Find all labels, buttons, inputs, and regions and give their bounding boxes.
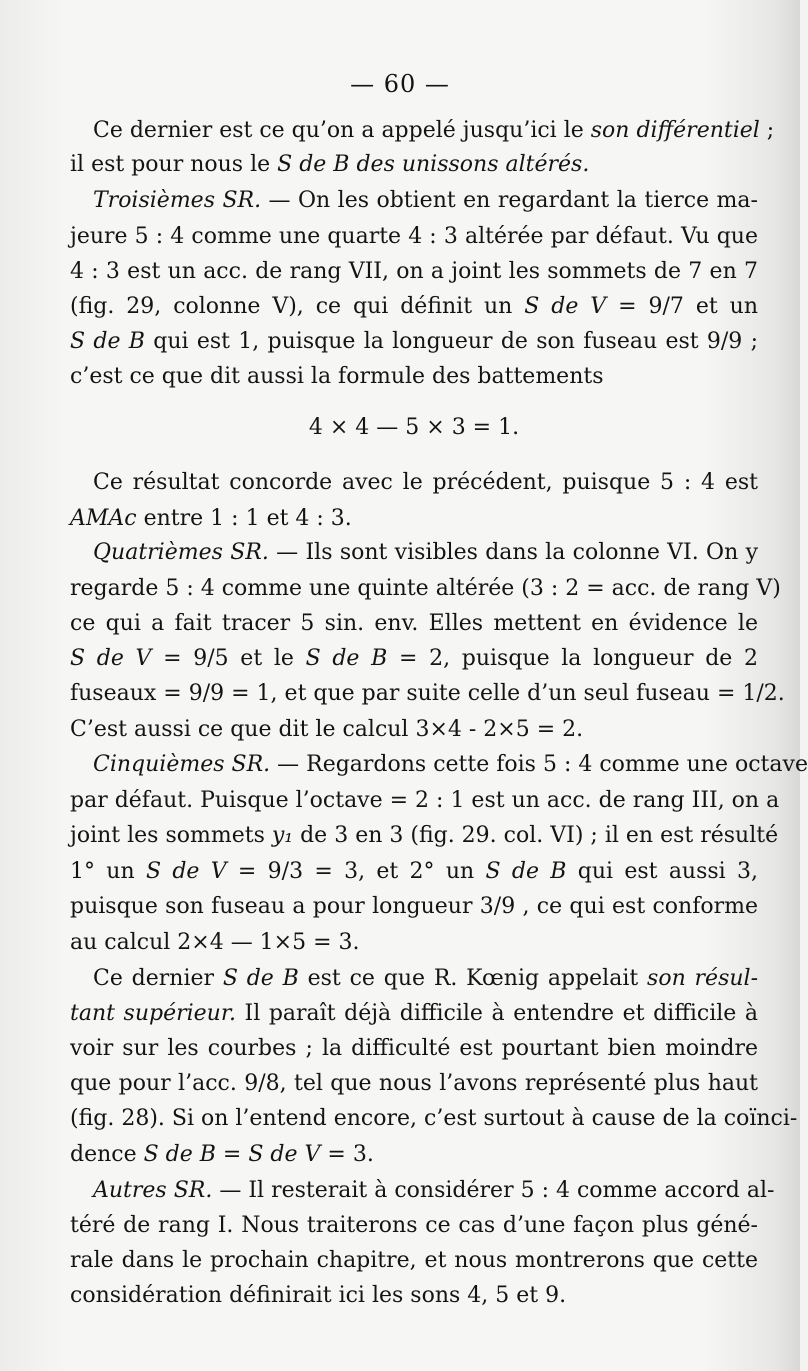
text-line xyxy=(70,292,758,322)
text-run: dence xyxy=(70,1142,144,1167)
text-run: ce qui a fait tracer 5 sin. env. Elles mettent en évidence le xyxy=(70,611,758,636)
text-run: fuseaux = 9/9 = 1, et que par suite celle d’un seul fuseau = 1/2. xyxy=(70,681,785,706)
italic-text: S de V xyxy=(145,859,227,884)
text-run: au calcul 2×4 — 1×5 = 3. xyxy=(70,930,360,955)
text-run: est ce que R. Kœnig appelait xyxy=(298,966,648,991)
text-run: (fig. 29, colonne V), ce qui définit un xyxy=(70,294,525,319)
text-line xyxy=(70,857,758,887)
italic-text: Cinquièmes SR. xyxy=(93,752,271,777)
text-line xyxy=(70,1246,758,1276)
text-run: rale dans le prochain chapitre, et nous montrerons que cette xyxy=(70,1248,758,1273)
text-run: Ce dernier est ce qu’on a appelé jusqu’ici le xyxy=(93,118,591,143)
text-line xyxy=(70,257,758,287)
italic-text: Autres SR. xyxy=(93,1178,213,1203)
italic-text: S de B xyxy=(143,1142,216,1167)
text-run: = 9/7 et un xyxy=(606,294,758,319)
italic-text: S de B des unissons altérés. xyxy=(277,152,590,177)
italic-text: S de B xyxy=(305,646,388,671)
page-number: — 60 — xyxy=(350,70,450,98)
text-line xyxy=(70,1281,758,1311)
text-line xyxy=(70,786,780,816)
text-run: il est pour nous le xyxy=(70,152,278,177)
text-line xyxy=(70,679,785,709)
text-line xyxy=(70,999,758,1029)
text-line xyxy=(70,609,758,639)
text-line xyxy=(93,1176,775,1206)
text-run: voir sur les courbes ; la difficulté est pourtant bien moindre xyxy=(70,1036,758,1061)
text-line xyxy=(70,327,758,357)
text-run: 1° un xyxy=(70,859,146,884)
text-line xyxy=(93,468,758,498)
text-run: téré de rang I. Nous traiterons ce cas d’une façon plus géné- xyxy=(70,1213,758,1238)
text-run: ; xyxy=(759,118,775,143)
italic-text: AMAc xyxy=(70,506,137,531)
text-run: regarde 5 : 4 comme une quinte altérée (3 : 2 = acc. de rang V) xyxy=(70,576,781,601)
text-run: Ce dernier xyxy=(93,966,223,991)
text-line xyxy=(70,1140,758,1170)
text-line xyxy=(70,504,758,534)
italic-text: S de V xyxy=(248,1142,321,1167)
text-run: Ce résultat concorde avec le précédent, puisque 5 : 4 est xyxy=(93,470,758,495)
text-line xyxy=(70,574,781,604)
text-run: — On les obtient en regardant la tierce ma- xyxy=(261,188,758,213)
text-run: puisque son fuseau a pour longueur 3/9 , ce qui est conforme xyxy=(70,894,758,919)
text-line xyxy=(70,715,758,745)
text-line xyxy=(70,644,758,674)
text-run: par défaut. Puisque l’octave = 2 : 1 est un acc. de rang III, on a xyxy=(70,788,780,813)
italic-text: son différentiel xyxy=(590,118,760,143)
italic-text: S de V xyxy=(524,294,607,319)
text-line xyxy=(70,413,758,443)
text-run: 4 : 3 est un acc. de rang VII, on a joint les sommets de 7 en 7 xyxy=(70,259,758,284)
italic-text: S de B xyxy=(70,329,145,354)
italic-text: y₁ xyxy=(271,823,294,848)
italic-text: Quatrièmes SR. xyxy=(93,540,269,565)
text-line xyxy=(93,750,808,780)
text-run: entre 1 : 1 et 4 : 3. xyxy=(136,506,352,531)
italic-text: S de B xyxy=(222,966,299,991)
text-line xyxy=(93,186,758,216)
text-line xyxy=(93,116,775,146)
text-run: = 9/5 et le xyxy=(151,646,306,671)
text-line xyxy=(70,362,758,392)
text-run: qui est aussi 3, xyxy=(566,859,759,884)
text-run: Il paraît déjà difficile à entendre et difficile à xyxy=(235,1001,758,1026)
text-run: = 9/3 = 3, et 2° un xyxy=(226,859,486,884)
text-run: — Ils sont visibles dans la colonne VI. On y xyxy=(268,540,759,565)
text-run: considération définirait ici les sons 4, 5 et 9. xyxy=(70,1283,567,1308)
text-line xyxy=(93,964,758,994)
text-run: joint les sommets xyxy=(70,823,272,848)
text-line xyxy=(70,150,758,180)
text-line xyxy=(70,1069,758,1099)
italic-text: tant supérieur. xyxy=(70,1001,236,1026)
text-line xyxy=(93,538,758,568)
text-run: — Il resterait à considérer 5 : 4 comme accord al- xyxy=(212,1178,775,1203)
text-run: = xyxy=(215,1142,249,1167)
text-line xyxy=(70,1104,798,1134)
italic-text: son résul- xyxy=(647,966,759,991)
text-run: jeure 5 : 4 comme une quarte 4 : 3 altérée par défaut. Vu que xyxy=(70,224,758,249)
text-run: c’est ce que dit aussi la formule des battements xyxy=(70,364,604,389)
text-line xyxy=(70,1034,758,1064)
text-run: — Regardons cette fois 5 : 4 comme une octave xyxy=(270,752,808,777)
text-line xyxy=(70,928,758,958)
text-run: 4 × 4 — 5 × 3 = 1. xyxy=(308,415,520,440)
text-run: qui est 1, puisque la longueur de son fuseau est 9/9 ; xyxy=(144,329,759,354)
text-run: = 2, puisque la longueur de 2 xyxy=(387,646,758,671)
text-line xyxy=(70,222,758,252)
italic-text: S de B xyxy=(485,859,567,884)
text-run: (fig. 28). Si on l’entend encore, c’est surtout à cause de la coïnci- xyxy=(70,1106,798,1131)
text-line xyxy=(70,1211,758,1241)
italic-text: S de V xyxy=(70,646,152,671)
text-line xyxy=(70,892,758,922)
text-run: = 3. xyxy=(320,1142,374,1167)
text-run: C’est aussi ce que dit le calcul 3×4 - 2×5 = 2. xyxy=(70,717,584,742)
italic-text: Troisièmes SR. xyxy=(93,188,262,213)
text-run: que pour l’acc. 9/8, tel que nous l’avons représenté plus haut xyxy=(70,1071,758,1096)
text-run: de 3 en 3 (fig. 29. col. VI) ; il en est résulté xyxy=(293,823,779,848)
text-line xyxy=(70,821,779,851)
